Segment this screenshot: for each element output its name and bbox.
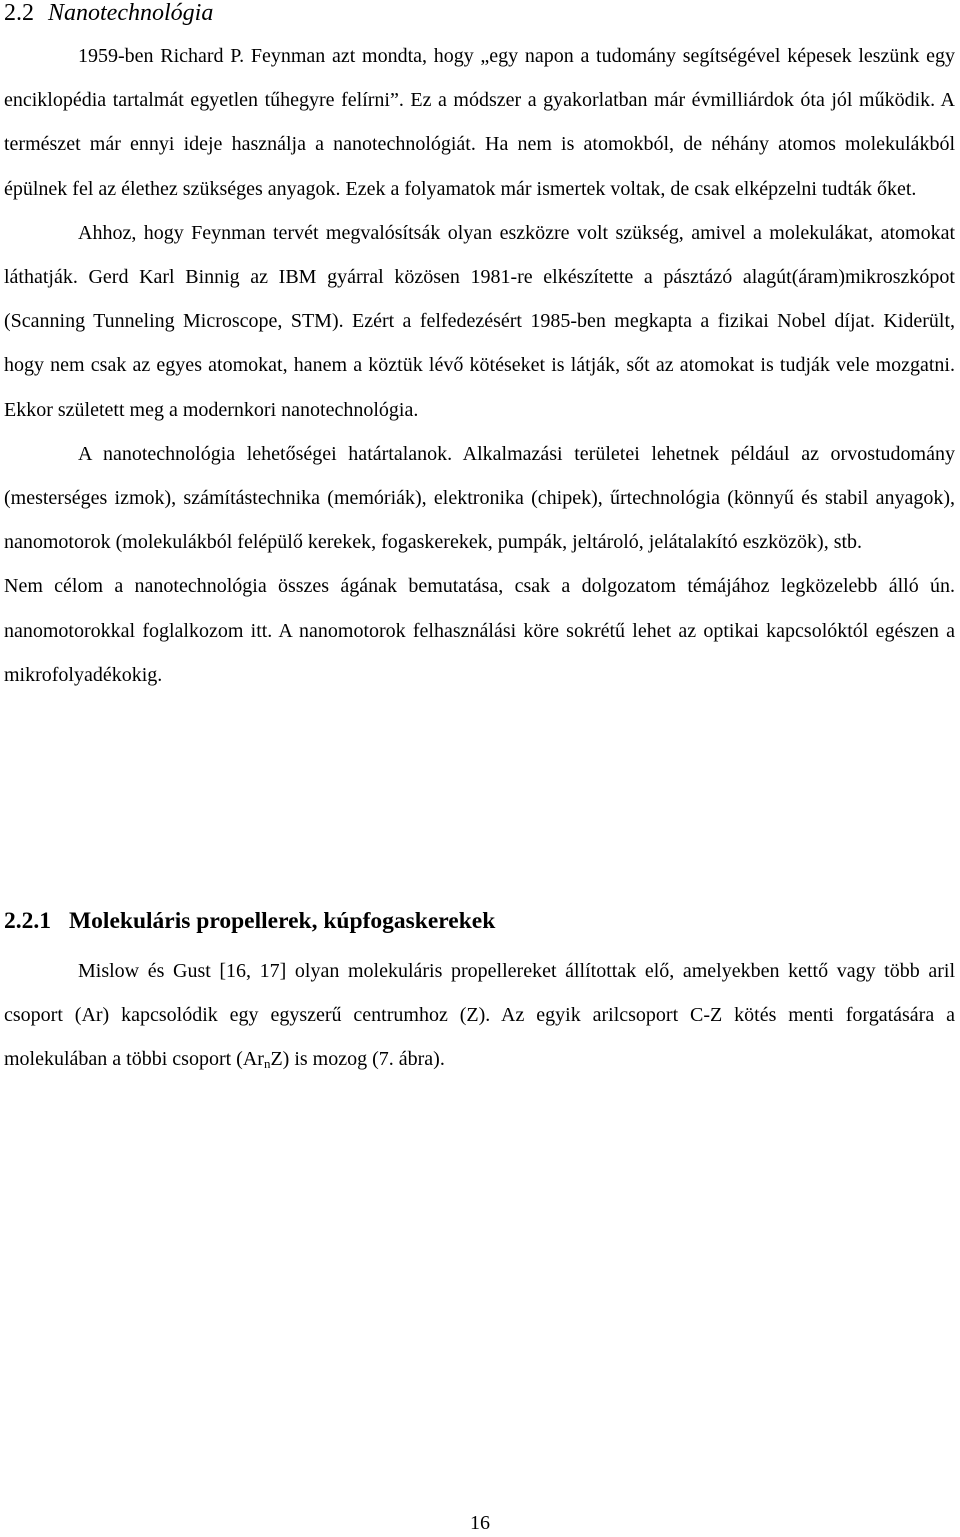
paragraph-propellers <box>4 949 955 1082</box>
subsection-heading <box>4 904 495 938</box>
paragraph-applications: A nanotechnológia lehetőségei határtalanok. Alkalmazási területei lehetnek például az orvostudomány (mesterséges izmok), számítástechnika (memóriák), elektronika (chipek), űrtechnológia (könnyű és stabil anyagok), nanomotorok (molekulákból felépülő kerekek, fogaskerekek, pumpák, jeltároló, jelátalakító eszközök), stb. <box>4 442 955 554</box>
subsection-number: 2.2.1 <box>4 908 51 934</box>
section-heading <box>4 0 213 30</box>
page-number: 16 <box>470 1512 490 1534</box>
paragraph-stm: Ahhoz, hogy Feynman tervét megvalósítsák olyan eszközre volt szükség, amivel a molekulákat, atomokat láthatják. Gerd Karl Binnig az IBM gyárral közösen 1981-re elkészítette a pásztázó alagút(áram)mikroszkópot (Scanning Tunneling Microscope, STM). Ezért a felfedezésért 1985-ben megkapta a fizikai Nobel díjat. Kiderült, hogy nem csak az egyes atomokat, hanem a köztük lévő kötéseket is látják, sőt az atomokat is tudják vele mozgatni. Ekkor született meg a modernkori nanotechnológia. <box>4 221 955 421</box>
propeller-text-start: Mislow és Gust [16, 17] olyan molekuláris propellereket állítottak elő, amelyekben kettő vagy több aril csoport (Ar) kapcsolódik egy egyszerű centrumhoz (Z). Az egyik arilcsoport C-Z kötés menti forgatására a molekulában a többi csoport (Ar <box>4 960 955 1071</box>
subsection-body <box>4 949 955 1082</box>
section-number: 2.2 <box>4 0 34 26</box>
section-title: Nanotechnológia <box>48 0 214 26</box>
paragraph-feynman: 1959-ben Richard P. Feynman azt mondta, hogy „egy napon a tudomány segítségével képesek leszünk egy enciklopédia tartalmát egyetlen tűhegyre felírni”. Ez a módszer a gyakorlatban már évmilliárdok óta jól működik. A természet már ennyi ideje használja a nanotechnológiát. Ha nem is atomokból, de néhány atomos molekulákból épülnek fel az élethez szükséges anyagok. Ezek a folyamatok már ismertek voltak, de csak elképzelni tudták őket. <box>4 45 955 200</box>
section-body <box>4 34 955 697</box>
propeller-text-end: Z) is mozog (7. ábra). <box>270 1048 445 1071</box>
subsection-title: Molekuláris propellerek, kúpfogaskerekek <box>69 908 496 934</box>
paragraph-nanomotors: Nem célom a nanotechnológia összes ágának bemutatása, csak a dolgozatom témájához legközelebb álló ún. nanomotorokkal foglalkozom itt. A nanomotorok felhasználási köre sokrétű lehet az optikai kapcsolóktól egészen a mikrofolyadékokig. <box>4 575 955 686</box>
subscript-n: n <box>263 1056 271 1072</box>
